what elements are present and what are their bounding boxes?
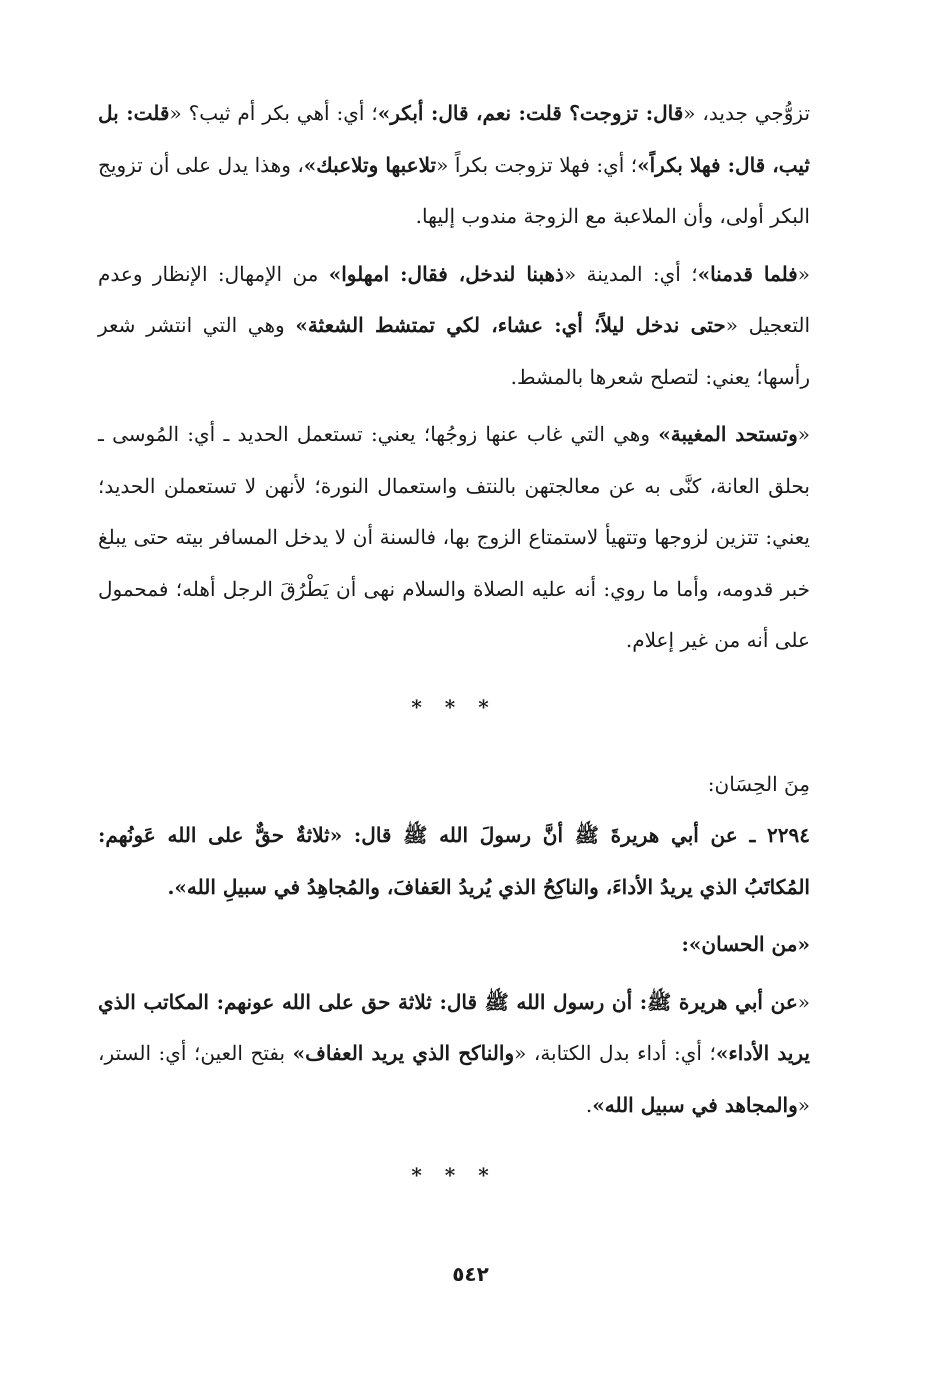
text-run: ؛ أي: أهي بكر أم ثيب؟ « xyxy=(169,101,378,125)
commentary-heading: «من الحسان»: xyxy=(681,932,810,956)
text-run: تزوُّجي جديد، « xyxy=(683,101,811,125)
text-run: ، وهذا يدل على أن تزويج البكر أولى، وأن الملاعبة مع الزوجة مندوب إليها. xyxy=(98,152,810,228)
hadith-text: ٢٢٩٤ ـ عن أبي هريرةَ ﷺ أنَّ رسولَ الله ﷺ قال: «ثلاثةٌ حقٌّ على الله عَونُهم: المُكاتَبُ الذي يريدُ الأداءَ، والناكِحُ الذي يُريدُ العَفافَ، والمُجاهِدُ في سبيلِ الله». xyxy=(98,823,810,899)
quote-bold: حتى ندخل ليلاً؛ أي: عشاء، لكي تمتشط الشعثة» xyxy=(295,313,726,337)
section-heading: مِنَ الحِسَان: xyxy=(707,771,810,796)
quote-bold: قال: تزوجت؟ قلت: نعم، قال: أبكر» xyxy=(377,101,684,125)
text-run: بفتح العين؛ أي: الستر، « xyxy=(98,1041,810,1117)
paragraph-3 xyxy=(98,409,810,667)
text-run: ؛ أي: فهلا تزوجت بكراً « xyxy=(436,152,638,177)
text-run: وهي التي انتشر شعر رأسها؛ يعني: لتصلح شعرها بالمشط. xyxy=(98,313,810,389)
text-run: من الإمهال: الإنظار وعدم التعجيل « xyxy=(98,261,810,337)
quote-bold: قلت: بل ثيب، قال: فهلا بكراً» xyxy=(98,101,810,177)
text-run: . xyxy=(585,1092,593,1117)
paragraph-1 xyxy=(98,88,810,243)
quote-bold: فلما قدمنا» xyxy=(697,261,798,286)
page-number: ٥٤٢ xyxy=(452,1262,489,1286)
text-run: وهي التي غاب عنها زوجُها؛ يعني: تستعمل الحديد ـ أي: المُوسى ـ بحلق العانة، كنَّى به عن معالجتهن بالنتف واستعمال النورة؛ لأنهن لا تستعملن الحديد؛ يعني: تتزين لزوجها وتتهيأ لاستمتاع الزوج بها، فالسنة أن لا يدخل المسافر بيته حتى يبلغ خبر قدومه، وأما ما روي: أنه عليه الصلاة والسلام نهى أن يَطْرُقَ الرجل أهله؛ فمحمول على أنه من غير إعلام. xyxy=(98,422,810,652)
text-run: ؛ أي: المدينة « xyxy=(563,261,698,286)
paragraph-2 xyxy=(98,249,810,404)
text-run: ؛ أي: أداء بدل الكتابة، « xyxy=(514,1041,716,1065)
section-divider: * * * xyxy=(411,1163,497,1187)
text-run: « xyxy=(797,989,811,1014)
quote-bold: تلاعبها وتلاعبك» xyxy=(303,152,437,177)
page-body xyxy=(98,88,810,1195)
text-run: « xyxy=(797,261,810,286)
quote-bold: عن أبي هريرة ﷺ: أن رسول الله ﷺ قال: ثلاثة حق على الله عونهم: المكاتب الذي يريد الأداء» xyxy=(98,989,811,1065)
quote-bold: وتستحد المغيبة» xyxy=(658,422,798,446)
text-run: « xyxy=(797,422,810,446)
quote-bold: ذهبنا لندخل، فقال: امهلوا» xyxy=(328,261,564,286)
commentary-paragraph xyxy=(98,977,810,1132)
section-divider: * * * xyxy=(411,694,497,719)
quote-bold: والناكح الذي يريد العفاف» xyxy=(292,1041,515,1065)
quote-bold: والمجاهد في سبيل الله» xyxy=(592,1092,798,1117)
